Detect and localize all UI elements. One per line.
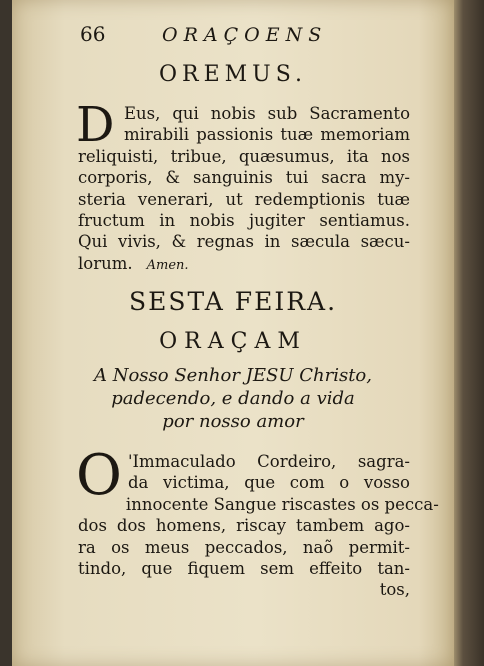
- text-line: steria venerari, ut redemptionis tuæ: [78, 189, 410, 209]
- running-title: ORAÇOENS: [162, 24, 328, 46]
- prayer-heading: ORAÇAM: [159, 329, 307, 354]
- prayer-oremus-body: [76, 97, 410, 276]
- day-heading: SESTA FEIRA.: [128, 287, 338, 316]
- text-line: da victima, que com o vosso: [128, 473, 410, 493]
- text-line: fructum in nobis jugiter sentiamus.: [78, 211, 410, 231]
- drop-cap: D: [76, 97, 115, 153]
- subtitle-line: padecendo, e dando a vida: [111, 388, 355, 409]
- book-page: [12, 0, 454, 666]
- text-line: reliquisti, tribue, quæsumus, ita nos: [78, 146, 410, 166]
- oremus-heading: OREMUS.: [158, 62, 307, 87]
- text-line: innocente Sangue riscastes os pecca-: [125, 494, 439, 514]
- text-line: mirabili passionis tuæ memoriam: [124, 125, 410, 145]
- text-line: ra os meus peccados, naõ permit-: [78, 537, 410, 557]
- text-line: Eus, qui nobis sub Sacramento: [124, 104, 410, 123]
- text-line: dos dos homens, riscay tambem ago-: [78, 516, 410, 536]
- drop-cap: O: [76, 443, 122, 508]
- text-line: 'Immaculado Cordeiro, sagra-: [128, 452, 410, 471]
- catchword: tos,: [379, 580, 410, 600]
- text-line: corporis, & sanguinis tui sacra my-: [78, 168, 410, 188]
- prayer-subtitle: [12, 364, 454, 433]
- amen-word: Amen.: [146, 257, 189, 273]
- text-line: Qui vivis, & regnas in sæcula sæcu-: [78, 232, 410, 252]
- text-line-last: [78, 253, 410, 276]
- running-header: [12, 20, 454, 50]
- book-gutter: [454, 0, 484, 666]
- subtitle-line: A Nosso Senhor JESU Christo,: [93, 365, 372, 386]
- subtitle-line: por nosso amor: [162, 411, 304, 432]
- text-line: tindo, que fiquem sem effeito tan-: [78, 559, 410, 579]
- page-number: 66: [80, 22, 106, 46]
- text-line: lorum.: [78, 253, 133, 273]
- prayer-oracam-body: [76, 443, 439, 601]
